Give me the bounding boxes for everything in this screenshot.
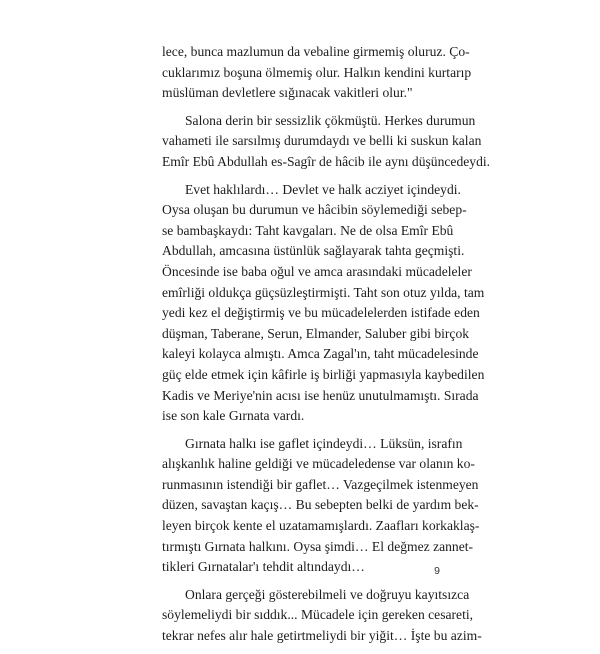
text-line: Evet haklılardı… Devlet ve halk acziyet içindeydi. bbox=[185, 181, 461, 197]
page-body-text bbox=[162, 42, 491, 654]
text-line: düzen, savaştan kaçış… Bu sebepten belki de yardım bek- bbox=[162, 497, 479, 513]
paragraph-1 bbox=[162, 42, 472, 104]
text-line: lece, bunca mazlumun da vebaline girmemiş oluruz. Ço- bbox=[162, 44, 470, 59]
text-line: Onlara gerçeği gösterebilmeli ve doğruyu kayıtsızca bbox=[185, 586, 470, 602]
text-line: vahameti ile sarsılmış durumdaydı ve belli ki suskun kalan bbox=[162, 133, 482, 149]
text-line: alışkanlık haline geldiği ve mücadeledense var olanın ko- bbox=[162, 456, 475, 472]
text-line: Abdullah, amcasına üstünlük sağlayarak tahta geçmişti. bbox=[162, 243, 465, 259]
paragraph-3 bbox=[162, 180, 485, 427]
text-line: tekrar nefes alır hale getirtmeliydi bir yiğit… İşte bu azim- bbox=[162, 628, 482, 644]
text-line: Öncesinde ise baba oğul ve amca arasındaki mücadeleler bbox=[162, 263, 472, 279]
text-line: emîrliği oldukça güçsüzleştirmişti. Taht son otuz yılda, tam bbox=[162, 284, 485, 300]
text-line: müslüman devletlere sığınacak vakitleri olur." bbox=[162, 85, 413, 101]
text-line: yedi kez el değiştirmiş ve bu mücadelelerden istifade eden bbox=[162, 305, 480, 321]
paragraph-4 bbox=[162, 434, 480, 578]
text-line: ise son kale Gırnata vardı. bbox=[162, 408, 305, 424]
text-line: Kadis ve Meriye'nin acısı ise henüz unutulmamıştı. Sırada bbox=[162, 387, 479, 403]
text-line: Oysa oluşan bu durumun ve hâcibin söylemediği sebep- bbox=[162, 202, 467, 218]
text-line: Gırnata halkı ise gaflet içindeydi… Lüksün, israfın bbox=[185, 435, 463, 451]
paragraph-2 bbox=[162, 111, 491, 173]
text-line: kaleyi kolayca almıştı. Amca Zagal'ın, taht mücadelesinde bbox=[162, 346, 479, 362]
text-line: güç elde etmek için kâfirle iş birliği yapmasıyla kaybedilen bbox=[162, 366, 485, 382]
text-line: leyen birçok kente el uzatamamışlardı. Zaafları korkaklaş- bbox=[162, 518, 480, 534]
text-line: Salona derin bir sessizlik çökmüştü. Herkes durumun bbox=[185, 112, 476, 128]
page-number: 9 bbox=[434, 565, 440, 577]
text-line: tırmıştı Gırnata halkını. Oysa şimdi… El değmez zannet- bbox=[162, 538, 474, 554]
text-line: se bambaşkaydı: Taht kavgaları. Ne de olsa Emîr Ebû bbox=[162, 222, 454, 238]
paragraph-5 bbox=[162, 585, 482, 647]
text-line: düşman, Taberane, Serun, Elmander, Saluber gibi birçok bbox=[162, 325, 470, 341]
text-line: Emîr Ebû Abdullah es-Sagîr de hâcib ile aynı düşüncedeydi. bbox=[162, 153, 491, 169]
text-line: cuklarımız boşuna ölmemiş olur. Halkın kendini kurtarıp bbox=[162, 64, 472, 80]
text-line: runmasının istendiği bir gaflet… Vazgeçilmek istenmeyen bbox=[162, 476, 479, 492]
text-line: tikleri Gırnatalar'ı tehdit altındaydı… bbox=[162, 559, 365, 575]
text-line: söylemeliydi bir sıddık... Mücadele için gereken cesareti, bbox=[162, 607, 474, 623]
